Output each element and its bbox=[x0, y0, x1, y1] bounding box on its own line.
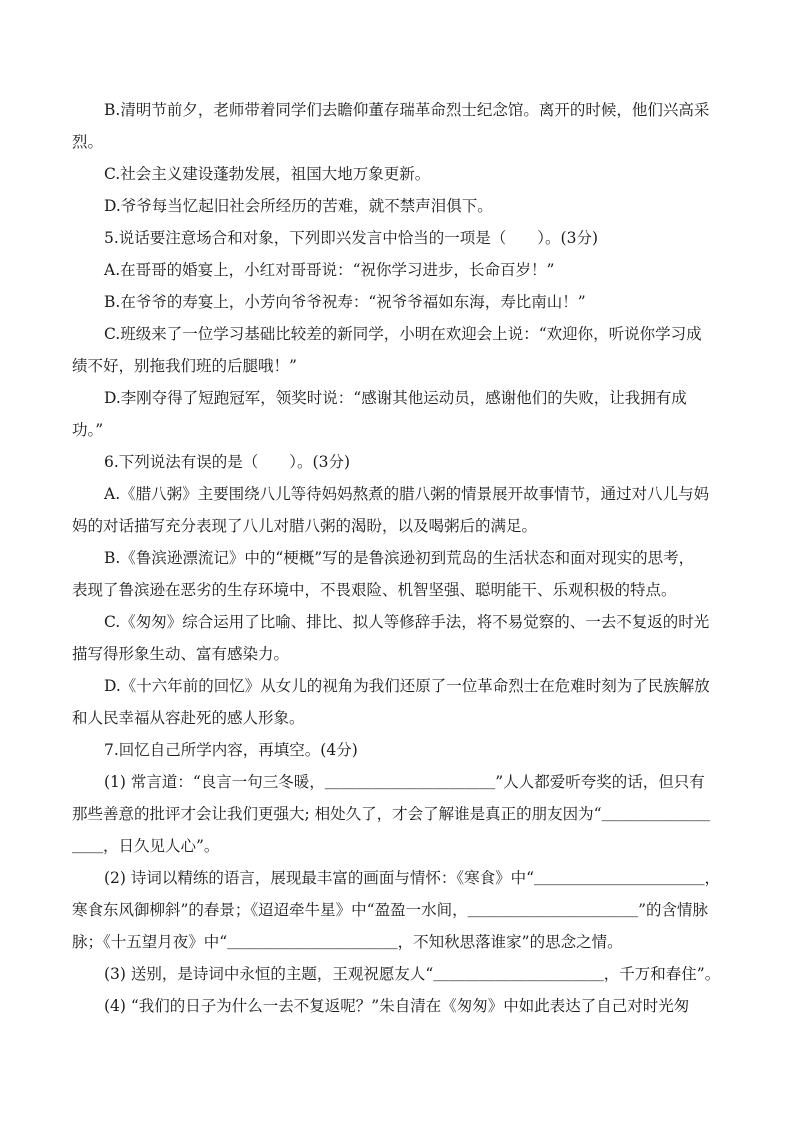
text-line: D.爷爷每当忆起旧社会所经历的苦难，就不禁声泪俱下。 bbox=[104, 197, 493, 215]
text-line: (4) “我们的日子为什么一去不复返呢？”朱自清在《匆匆》中如此表达了自己对时光匆 bbox=[104, 997, 690, 1015]
text-line: D.《十六年前的回忆》从女儿的视角为我们还原了一位革命烈士在危难时刻为了民族解放 bbox=[104, 677, 710, 695]
text-line: 烈。 bbox=[72, 133, 104, 151]
question-6: 6.下列说法有误的是（ ）。(3分) bbox=[104, 453, 350, 471]
text-line: C.班级来了一位学习基础比较差的新同学，小明在欢迎会上说：“欢迎你，听说你学习成 bbox=[104, 325, 702, 343]
text-line: 寒食东风御柳斜”的春景；《迢迢牵牛星》中“盈盈一水间，＿＿＿＿＿＿＿＿＿＿＿”的含情脉 bbox=[72, 901, 709, 919]
text-line: (3) 送别，是诗词中永恒的主题，王观祝愿友人“＿＿＿＿＿＿＿＿＿＿＿，千万和春住”。 bbox=[104, 965, 721, 983]
text-line: 绩不好，别拖我们班的后腿哦！” bbox=[72, 357, 297, 375]
question-5: 5.说话要注意场合和对象，下列即兴发言中恰当的一项是（ ）。(3分) bbox=[104, 229, 598, 247]
text-line: (1) 常言道：“良言一句三冬暖，＿＿＿＿＿＿＿＿＿＿＿”人人都爱听夸奖的话，但只有 bbox=[104, 773, 705, 791]
text-line: D.李刚夺得了短跑冠军，领奖时说：“感谢其他运动员，感谢他们的失败，让我拥有成 bbox=[104, 389, 687, 407]
text-line: 功。” bbox=[72, 421, 104, 439]
text-line: 脉；《十五望月夜》中“＿＿＿＿＿＿＿＿＿＿＿，不知秋思落谁家”的思念之情。 bbox=[72, 933, 623, 951]
text-line: 和人民幸福从容赴死的感人形象。 bbox=[72, 709, 305, 727]
text-line: 妈的对话描写充分表现了八儿对腊八粥的渴盼，以及喝粥后的满足。 bbox=[72, 517, 538, 535]
text-line: A.《腊八粥》主要围绕八儿等待妈妈熬煮的腊八粥的情景展开故事情节，通过对八儿与妈 bbox=[104, 485, 710, 503]
text-line: B.清明节前夕，老师带着同学们去瞻仰董存瑞革命烈士纪念馆。离开的时候，他们兴高采 bbox=[104, 101, 710, 119]
text-line: C.社会主义建设蓬勃发展，祖国大地万象更新。 bbox=[104, 165, 431, 183]
question-7: 7.回忆自己所学内容，再填空。(4分) bbox=[104, 741, 358, 759]
text-line: 描写得形象生动、富有感染力。 bbox=[72, 645, 290, 663]
text-line: B.在爷爷的寿宴上，小芳向爷爷祝寿：“祝爷爷福如东海，寿比南山！” bbox=[104, 293, 586, 311]
text-line: 表现了鲁滨逊在恶劣的生存环境中，不畏艰险、机智坚强、聪明能干、乐观积极的特点。 bbox=[72, 581, 677, 599]
text-line: A.在哥哥的婚宴上，小红对哥哥说：“祝你学习进步，长命百岁！” bbox=[104, 261, 555, 279]
text-line: ＿＿，日久见人心”。 bbox=[72, 837, 220, 855]
text-line: C.《匆匆》综合运用了比喻、排比、拟人等修辞手法，将不易觉察的、一去不复返的时光 bbox=[104, 613, 710, 631]
text-line: 那些善意的批评才会让我们更强大; 相处久了，才会了解谁是真正的朋友因为“＿＿＿＿＿＿＿ bbox=[72, 805, 711, 823]
text-line: (2) 诗词以精练的语言，展现最丰富的画面与情怀：《寒食》中“＿＿＿＿＿＿＿＿＿＿＿， bbox=[104, 869, 721, 887]
text-line: B.《鲁滨逊漂流记》中的“梗概”写的是鲁滨逊初到荒岛的生活状态和面对现实的思考， bbox=[104, 549, 695, 567]
